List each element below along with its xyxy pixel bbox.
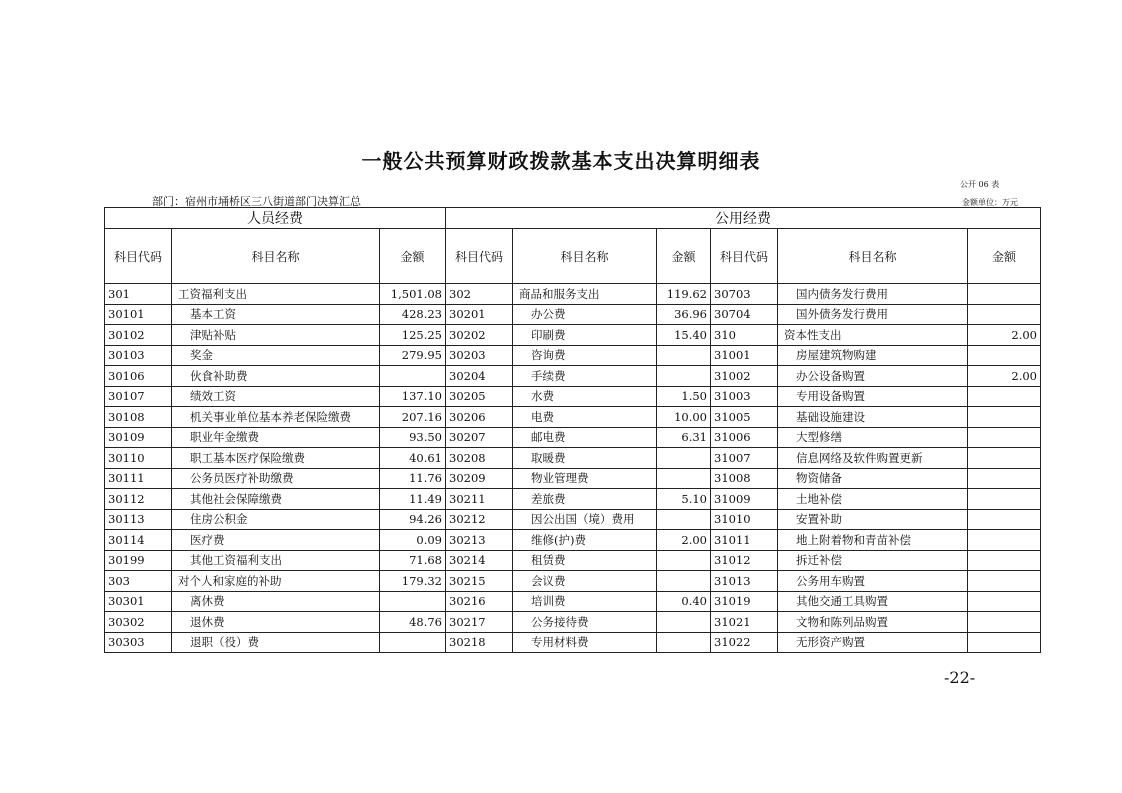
cell-code: 303 (105, 571, 172, 592)
cell-code: 30216 (446, 591, 513, 612)
cell-name: 离休费 (172, 591, 380, 612)
cell-amount: 179.32 (380, 571, 446, 592)
cell-amount (380, 591, 446, 612)
cell-amount: 207.16 (380, 407, 446, 428)
cell-code: 30108 (105, 407, 172, 428)
cell-amount: 93.50 (380, 427, 446, 448)
col-header-code: 科目代码 (711, 229, 778, 284)
cell-amount (380, 366, 446, 387)
cell-amount: 6.31 (657, 427, 711, 448)
cell-name: 公务接待费 (513, 612, 657, 633)
table-row (105, 550, 1041, 571)
cell-name: 商品和服务支出 (513, 284, 657, 305)
cell-code: 30217 (446, 612, 513, 633)
cell-code: 30301 (105, 591, 172, 612)
cell-amount (968, 550, 1041, 571)
cell-amount (657, 550, 711, 571)
cell-amount: 71.68 (380, 550, 446, 571)
cell-amount (657, 366, 711, 387)
cell-amount (657, 468, 711, 489)
cell-code: 31007 (711, 448, 778, 469)
cell-amount (968, 345, 1041, 366)
cell-code: 31012 (711, 550, 778, 571)
cell-code: 30114 (105, 530, 172, 551)
cell-code: 30211 (446, 489, 513, 510)
cell-amount (657, 612, 711, 633)
cell-code: 30214 (446, 550, 513, 571)
cell-name: 其他社会保障缴费 (172, 489, 380, 510)
cell-name: 办公费 (513, 304, 657, 325)
cell-code: 31019 (711, 591, 778, 612)
cell-amount (968, 530, 1041, 551)
cell-name: 大型修缮 (778, 427, 968, 448)
cell-code: 30201 (446, 304, 513, 325)
cell-name: 信息网络及软件购置更新 (778, 448, 968, 469)
cell-name: 咨询费 (513, 345, 657, 366)
cell-code: 30106 (105, 366, 172, 387)
unit-label: 金额单位：万元 (962, 198, 1018, 207)
cell-name: 物资储备 (778, 468, 968, 489)
cell-amount (968, 304, 1041, 325)
cell-amount (968, 427, 1041, 448)
cell-amount: 11.49 (380, 489, 446, 510)
cell-amount: 48.76 (380, 612, 446, 633)
table-row (105, 468, 1041, 489)
table-row (105, 386, 1041, 407)
cell-name: 会议费 (513, 571, 657, 592)
form-number: 公开 06 表 (960, 180, 1000, 189)
cell-name: 国内债务发行费用 (778, 284, 968, 305)
cell-code: 30102 (105, 325, 172, 346)
cell-name: 专用设备购置 (778, 386, 968, 407)
cell-name: 津贴补贴 (172, 325, 380, 346)
cell-name: 因公出国（境）费用 (513, 509, 657, 530)
cell-code: 31003 (711, 386, 778, 407)
cell-name: 医疗费 (172, 530, 380, 551)
cell-amount (968, 386, 1041, 407)
cell-code: 30209 (446, 468, 513, 489)
cell-code: 30704 (711, 304, 778, 325)
department-label: 部门：宿州市埇桥区三八街道部门决算汇总 (152, 195, 361, 208)
cell-code: 30213 (446, 530, 513, 551)
cell-amount (968, 612, 1041, 633)
page-title: 一般公共预算财政拨款基本支出决算明细表 (361, 149, 761, 173)
cell-amount (968, 632, 1041, 653)
cell-name: 文物和陈列品购置 (778, 612, 968, 633)
cell-name: 退休费 (172, 612, 380, 633)
cell-code: 30218 (446, 632, 513, 653)
cell-code: 30199 (105, 550, 172, 571)
cell-name: 国外债务发行费用 (778, 304, 968, 325)
cell-code: 302 (446, 284, 513, 305)
cell-code: 30111 (105, 468, 172, 489)
cell-code: 30207 (446, 427, 513, 448)
cell-amount: 125.25 (380, 325, 446, 346)
group-header-public: 公用经费 (446, 208, 1041, 229)
cell-code: 31022 (711, 632, 778, 653)
cell-amount: 36.96 (657, 304, 711, 325)
cell-name: 电费 (513, 407, 657, 428)
cell-code: 30212 (446, 509, 513, 530)
cell-amount (968, 448, 1041, 469)
cell-amount: 137.10 (380, 386, 446, 407)
cell-name: 土地补偿 (778, 489, 968, 510)
col-header-name: 科目名称 (172, 229, 380, 284)
table-row (105, 612, 1041, 633)
cell-amount: 2.00 (968, 366, 1041, 387)
cell-name: 其他交通工具购置 (778, 591, 968, 612)
cell-amount (968, 591, 1041, 612)
col-header-amount: 金额 (968, 229, 1041, 284)
cell-amount (968, 571, 1041, 592)
cell-amount: 94.26 (380, 509, 446, 530)
cell-code: 30109 (105, 427, 172, 448)
cell-name: 伙食补助费 (172, 366, 380, 387)
cell-amount: 119.62 (657, 284, 711, 305)
table-row (105, 571, 1041, 592)
cell-name: 退职（役）费 (172, 632, 380, 653)
table-row (105, 407, 1041, 428)
expenditure-table (104, 207, 1041, 653)
cell-amount: 0.09 (380, 530, 446, 551)
cell-amount: 5.10 (657, 489, 711, 510)
cell-amount: 279.95 (380, 345, 446, 366)
cell-name: 基本工资 (172, 304, 380, 325)
cell-code: 30205 (446, 386, 513, 407)
cell-name: 职工基本医疗保险缴费 (172, 448, 380, 469)
table-row (105, 366, 1041, 387)
cell-amount (657, 632, 711, 653)
cell-name: 住房公积金 (172, 509, 380, 530)
cell-code: 30113 (105, 509, 172, 530)
cell-amount (657, 345, 711, 366)
cell-amount: 40.61 (380, 448, 446, 469)
cell-code: 31006 (711, 427, 778, 448)
cell-name: 租赁费 (513, 550, 657, 571)
cell-code: 30303 (105, 632, 172, 653)
cell-code: 31013 (711, 571, 778, 592)
cell-amount (968, 489, 1041, 510)
cell-code: 30215 (446, 571, 513, 592)
cell-amount: 0.40 (657, 591, 711, 612)
cell-name: 对个人和家庭的补助 (172, 571, 380, 592)
col-header-amount: 金额 (380, 229, 446, 284)
cell-name: 绩效工资 (172, 386, 380, 407)
table-row (105, 632, 1041, 653)
cell-amount (657, 571, 711, 592)
cell-name: 培训费 (513, 591, 657, 612)
cell-name: 奖金 (172, 345, 380, 366)
table-row (105, 509, 1041, 530)
cell-amount: 10.00 (657, 407, 711, 428)
cell-code: 31002 (711, 366, 778, 387)
cell-code: 30703 (711, 284, 778, 305)
cell-name: 手续费 (513, 366, 657, 387)
cell-name: 差旅费 (513, 489, 657, 510)
cell-code: 301 (105, 284, 172, 305)
cell-code: 310 (711, 325, 778, 346)
cell-code: 30208 (446, 448, 513, 469)
table-row (105, 427, 1041, 448)
cell-code: 31001 (711, 345, 778, 366)
cell-amount (968, 468, 1041, 489)
cell-code: 31009 (711, 489, 778, 510)
cell-name: 基础设施建设 (778, 407, 968, 428)
cell-code: 30101 (105, 304, 172, 325)
cell-name: 物业管理费 (513, 468, 657, 489)
cell-name: 房屋建筑物购建 (778, 345, 968, 366)
table-row (105, 284, 1041, 305)
cell-name: 专用材料费 (513, 632, 657, 653)
cell-name: 邮电费 (513, 427, 657, 448)
cell-name: 公务用车购置 (778, 571, 968, 592)
cell-name: 维修(护)费 (513, 530, 657, 551)
cell-amount: 11.76 (380, 468, 446, 489)
table-row (105, 530, 1041, 551)
cell-name: 拆迁补偿 (778, 550, 968, 571)
cell-name: 职业年金缴费 (172, 427, 380, 448)
cell-amount (380, 632, 446, 653)
col-header-code: 科目代码 (105, 229, 172, 284)
cell-name: 其他工资福利支出 (172, 550, 380, 571)
cell-name: 取暖费 (513, 448, 657, 469)
col-header-code: 科目代码 (446, 229, 513, 284)
cell-code: 30103 (105, 345, 172, 366)
page-number: -22- (944, 668, 976, 687)
cell-name: 工资福利支出 (172, 284, 380, 305)
col-header-name: 科目名称 (513, 229, 657, 284)
cell-code: 30110 (105, 448, 172, 469)
cell-name: 安置补助 (778, 509, 968, 530)
table-row (105, 489, 1041, 510)
cell-amount: 1,501.08 (380, 284, 446, 305)
cell-name: 印刷费 (513, 325, 657, 346)
col-header-amount: 金额 (657, 229, 711, 284)
cell-code: 30107 (105, 386, 172, 407)
cell-name: 地上附着物和青苗补偿 (778, 530, 968, 551)
cell-name: 水费 (513, 386, 657, 407)
cell-name: 办公设备购置 (778, 366, 968, 387)
cell-code: 31008 (711, 468, 778, 489)
cell-code: 30203 (446, 345, 513, 366)
cell-amount: 428.23 (380, 304, 446, 325)
cell-amount: 15.40 (657, 325, 711, 346)
table-row (105, 325, 1041, 346)
cell-amount (657, 509, 711, 530)
cell-amount: 1.50 (657, 386, 711, 407)
cell-amount: 2.00 (968, 325, 1041, 346)
table-row (105, 304, 1041, 325)
cell-code: 30204 (446, 366, 513, 387)
cell-code: 30112 (105, 489, 172, 510)
cell-amount (657, 448, 711, 469)
cell-code: 31011 (711, 530, 778, 551)
cell-name: 机关事业单位基本养老保险缴费 (172, 407, 380, 428)
cell-code: 31010 (711, 509, 778, 530)
cell-name: 无形资产购置 (778, 632, 968, 653)
cell-name: 资本性支出 (778, 325, 968, 346)
cell-code: 30206 (446, 407, 513, 428)
cell-amount (968, 284, 1041, 305)
col-header-name: 科目名称 (778, 229, 968, 284)
cell-amount (968, 407, 1041, 428)
cell-code: 30302 (105, 612, 172, 633)
cell-code: 31005 (711, 407, 778, 428)
cell-code: 31021 (711, 612, 778, 633)
cell-name: 公务员医疗补助缴费 (172, 468, 380, 489)
table-row (105, 448, 1041, 469)
cell-amount: 2.00 (657, 530, 711, 551)
group-header-personnel: 人员经费 (105, 208, 446, 229)
cell-code: 30202 (446, 325, 513, 346)
table-row (105, 345, 1041, 366)
table-row (105, 591, 1041, 612)
cell-amount (968, 509, 1041, 530)
